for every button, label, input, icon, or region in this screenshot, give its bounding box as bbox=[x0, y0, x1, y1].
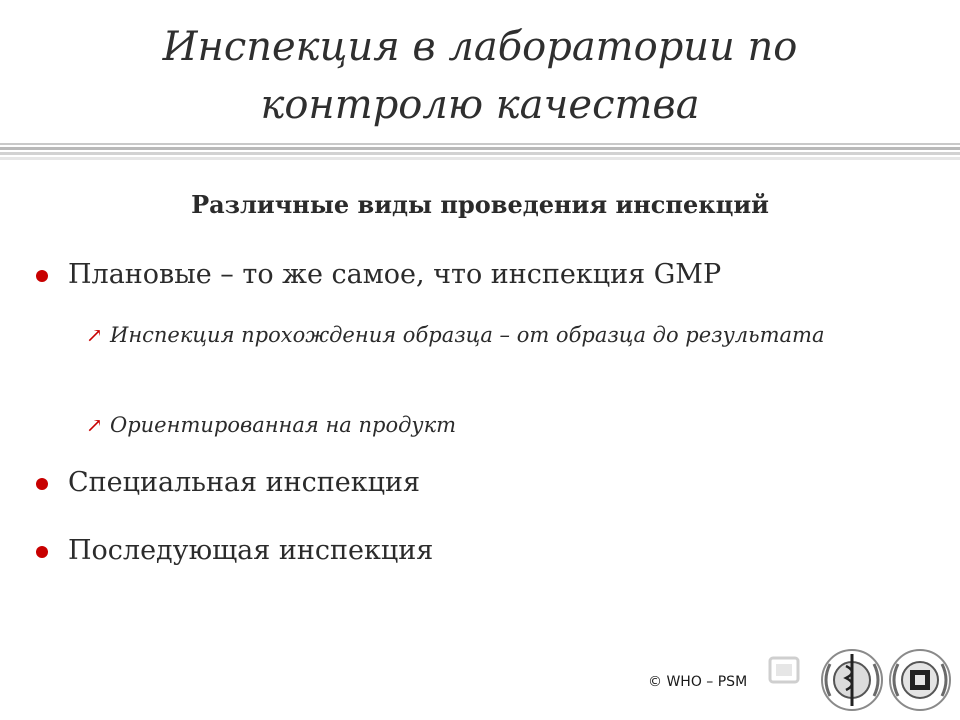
slide-title bbox=[0, 18, 960, 134]
footer-copyright: © WHO – PSM bbox=[648, 674, 748, 690]
sub-bullet-item bbox=[86, 408, 846, 442]
who-emblem-icon bbox=[768, 640, 956, 716]
sub-bullet-item bbox=[86, 318, 846, 352]
red-dot-icon bbox=[36, 546, 48, 558]
red-dot-icon bbox=[36, 270, 48, 282]
bullet-text: Специальная инспекция bbox=[68, 467, 421, 498]
slide-subtitle: Различные виды проведения инспекций bbox=[191, 190, 769, 219]
bullet-text: Плановые – то же самое, что инспекция GMP bbox=[68, 259, 722, 290]
red-arrow-icon: ↗ bbox=[86, 413, 103, 437]
red-arrow-icon: ↗ bbox=[86, 323, 103, 347]
sub-bullet-text: Ориентированная на продукт bbox=[110, 413, 457, 437]
slide-title-line-2: контролю качества bbox=[260, 82, 700, 128]
slide-title-line-1: Инспекция в лаборатории по bbox=[162, 24, 798, 70]
red-dot-icon bbox=[36, 478, 48, 490]
sub-bullet-text: Инспекция прохождения образца – от образца до результата bbox=[110, 323, 825, 347]
bullet-text: Последующая инспекция bbox=[68, 535, 434, 566]
title-divider bbox=[0, 143, 960, 161]
